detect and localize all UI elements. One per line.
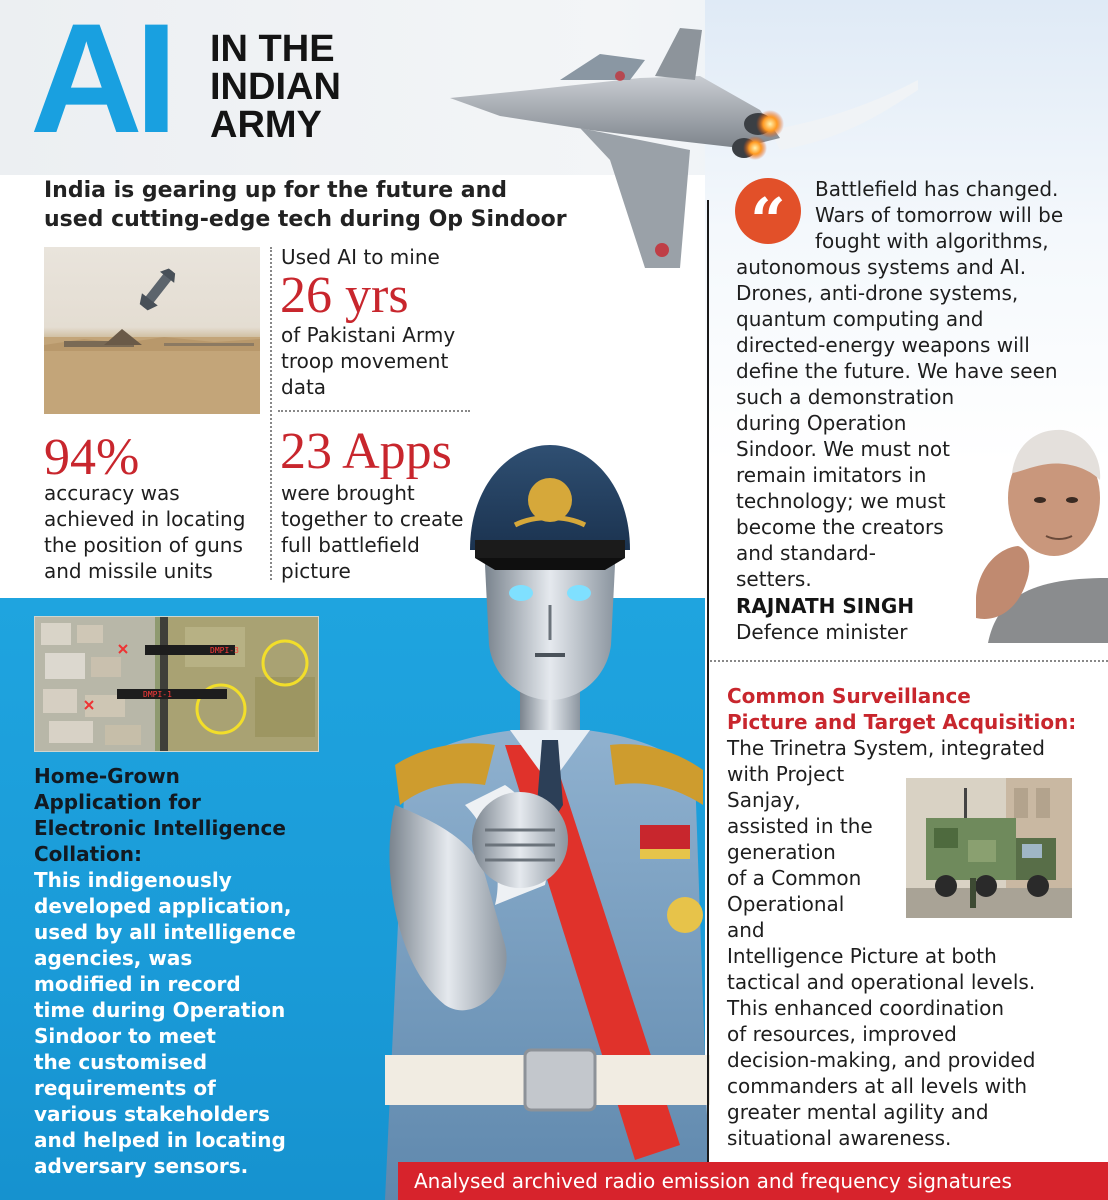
trinetra-truck-photo (906, 778, 1072, 918)
quote-line: fought with algorithms, (815, 229, 1049, 253)
quote-line: such a demonstration (736, 385, 955, 409)
quote-line: autonomous systems and AI. (736, 255, 1027, 279)
stat-lead: Used AI to mine (281, 245, 440, 269)
quote-line: Drones, anti-drone systems, (736, 281, 1019, 305)
quote-line: directed-energy weapons will (736, 333, 1030, 357)
quote-author-role: Defence minister (736, 620, 908, 644)
quote-line: define the future. We have seen (736, 359, 1058, 383)
quote-mark-icon: “ (735, 178, 801, 244)
title-subtitle (210, 30, 341, 144)
bottom-banner-text: Analysed archived radio emission and frequency signatures (414, 1169, 1012, 1193)
title-line: IN THE (210, 28, 335, 70)
column-divider (707, 200, 709, 1200)
missile-strike-photo (44, 247, 260, 414)
quote-author-name: RAJNATH SINGH (736, 594, 915, 618)
quote-line: Battlefield has changed. (815, 177, 1059, 201)
stats-divider-vertical (270, 247, 272, 580)
stat-description: accuracy was achieved in locating the position of guns and missile units (44, 481, 246, 583)
stat-description: were brought together to create full battlefield picture (281, 481, 464, 583)
section-divider (710, 660, 1108, 662)
intro-line: used cutting-edge tech during Op Sindoor (44, 207, 567, 232)
quote-line: setters. (736, 567, 812, 591)
quote-line: remain imitators in (736, 463, 927, 487)
quote-line: during Operation (736, 411, 907, 435)
elint-body: This indigenously developed application, used by all intelligence agencies, was modified in record time during Operation Sindoor to meet the customised requirements of various stakeholders and helped in locating adversary sensors. (34, 868, 296, 1178)
intro-text (44, 176, 584, 234)
target-map-photo (34, 616, 319, 752)
title-line: ARMY (210, 104, 322, 146)
stat-description: of Pakistani Army troop movement data (281, 323, 456, 399)
map-label-dmpi-3: DMPI-3 (210, 646, 239, 655)
surveillance-title: Common Surveillance Picture and Target Acquisition: (727, 684, 1077, 734)
title-line: INDIAN (210, 66, 341, 108)
map-label-dmpi-1: DMPI-1 (143, 690, 172, 699)
quote-text (736, 176, 1096, 592)
quote-line: technology; we must (736, 489, 946, 513)
surveillance-body: The Trinetra System, integrated with Project Sanjay, assisted in the generation of a Common Operational and Intelligence Picture at both tactical and operational levels. This enhanced coordination of resources, improved decision-making, and provided commanders at all levels with greater mental agility and situational awareness. (727, 736, 1045, 1150)
robot-officer-illustration (385, 445, 710, 1200)
quote-line: and standard- (736, 541, 876, 565)
stats-divider-horizontal (278, 410, 470, 412)
quote-line: Sindoor. We must not (736, 437, 950, 461)
stat-value-apps: 23 Apps (280, 423, 452, 480)
elint-title: Home-Grown Application for Electronic Intelligence Collation: (34, 764, 286, 866)
intro-line: India is gearing up for the future and (44, 178, 508, 203)
quote-line: become the creators (736, 515, 944, 539)
stat-value-years: 26 yrs (280, 267, 409, 324)
stat-value-accuracy: 94% (44, 429, 140, 486)
title-ai: AI (30, 0, 170, 166)
quote-line: Wars of tomorrow will be (815, 203, 1064, 227)
quote-line: quantum computing and (736, 307, 984, 331)
